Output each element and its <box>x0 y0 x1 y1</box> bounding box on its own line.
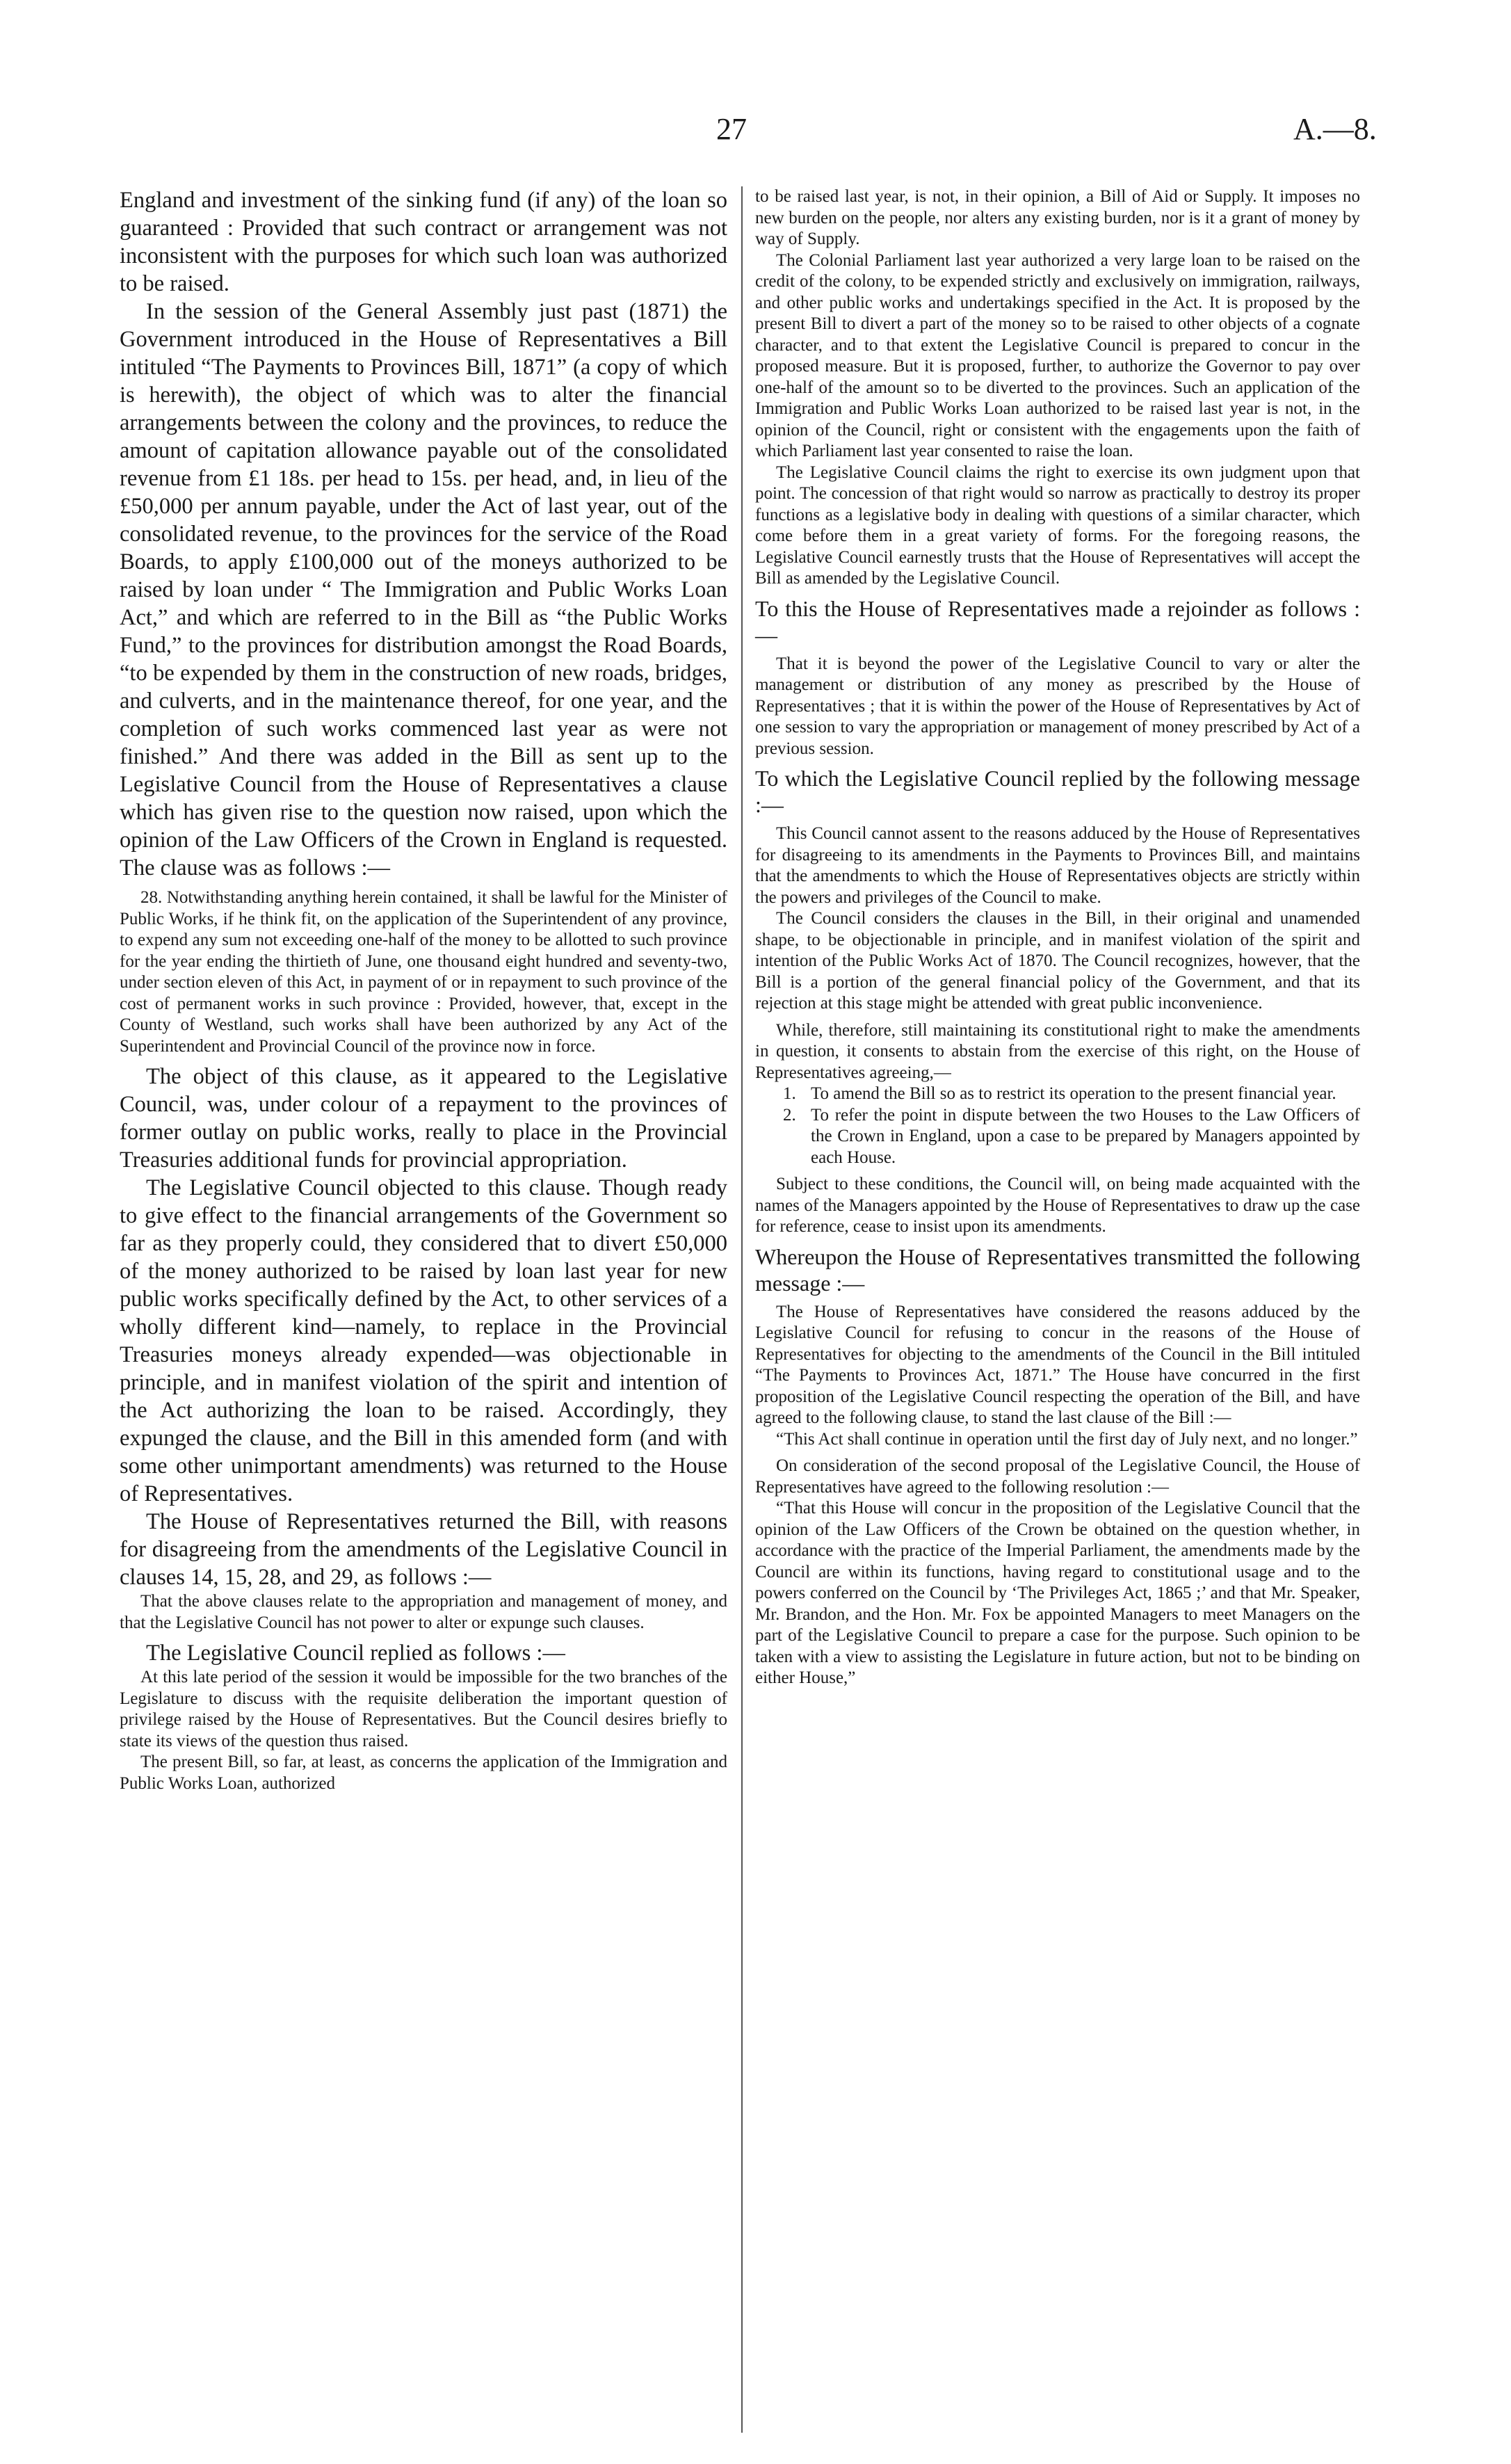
quoted-message: The present Bill, so far, at least, as concerns the application of the Immigration and Public Works Loan, authorized <box>120 1753 727 1793</box>
quoted-message: That it is beyond the power of the Legislative Council to vary or alter the management or distribution of any money as prescribed by the House of Representatives ; that it is within the power of the House of Representatives by Act of one session to vary the appropriation or management of money prescribed by Act of a previous session. <box>755 654 1360 758</box>
list-item <box>783 1084 1360 1105</box>
right-column <box>755 186 1360 1689</box>
paragraph: The object of this clause, as it appeared to the Legislative Council, was, under colour of a repayment to the provinces of former outlay on public works, really to place in the Provincial Treasuries additional funds for provincial appropriation. <box>120 1064 727 1173</box>
paragraph: England and investment of the sinking fund (if any) of the loan so guaranteed : Provided that such contract or arrangement was not inconsistent with the purposes for which such loan was authorized to be raised. <box>120 188 727 296</box>
quoted-message: That the above clauses relate to the appropriation and management of money, and that the Legislative Council has not power to alter or expunge such clauses. <box>120 1592 727 1632</box>
left-column <box>120 186 727 1794</box>
document-reference: A.—8. <box>1293 112 1377 146</box>
list-item-number: 2. <box>783 1105 796 1125</box>
paragraph: The House of Representatives returned the Bill, with reasons for disagreeing from the amendments of the Legislative Council in clauses 14, 15, 28, and 29, as follows :— <box>120 1509 727 1590</box>
list-item-text: To refer the point in dispute between the two Houses to the Law Officers of the Crown in England, upon a case to be prepared by Managers appointed by each House. <box>811 1105 1360 1167</box>
quoted-message: The House of Representatives have considered the reasons adduced by the Legislative Council for refusing to concur in the reasons of the House of Representatives for objecting to the amendments of the Council in the Bill intituled “The Payments to Provinces Act, 1871.” The House have concurred in the first proposition of the Legislative Council respecting the operation of the Bill, and have agreed to the following clause, to stand the last clause of the Bill :— <box>755 1302 1360 1427</box>
list-item-text: To amend the Bill so as to restrict its operation to the present financial year. <box>811 1084 1336 1103</box>
quoted-message: “This Act shall continue in operation until the first day of July next, and no longer.” <box>776 1429 1358 1449</box>
quoted-message: On consideration of the second proposal of the Legislative Council, the House of Representatives have agreed to the following resolution :— <box>755 1456 1360 1497</box>
quoted-message: “That this House will concur in the proposition of the Legislative Council that the opinion of the Law Officers of the Crown be obtained on the question whether, in accordance with the practice of the Imperial Parliament, the amendments made by the Council are within its functions, having regard to constitutional usage and to the powers conferred on the Council by ‘The Privileges Act, 1865 ;’ and that Mr. Speaker, Mr. Brandon, and the Hon. Mr. Fox be appointed Managers to meet Managers on the part of the Legislative Council to prepare a case for the purpose. Such opinion to be taken with a view to assisting the Legislature in future action, but not to be binding on either House,” <box>755 1499 1360 1687</box>
page-number: 27 <box>716 112 747 146</box>
paragraph: To this the House of Representatives made a rejoinder as follows :— <box>755 595 1360 647</box>
paragraph: Whereupon the House of Representatives transmitted the following message :— <box>755 1243 1360 1296</box>
paragraph: The Legislative Council objected to this clause. Though ready to give effect to the financial arrangements of the Government so far as they properly could, they considered that to divert £50,000 of the money authorized to be raised by loan last year for new public works specifically defined by the Act, to other services of a wholly different kind—namely, to replace in the Provincial Treasuries moneys already expended—was objectionable in principle, and in manifest violation of the spirit and intention of the Act authorizing the loan to be raised. Accordingly, they expunged the clause, and the Bill in this amended form (and with some other unimportant amendments) was returned to the House of Representatives. <box>120 1175 727 1506</box>
quoted-message: This Council cannot assent to the reasons adduced by the House of Representatives for disagreeing to its amendments in the Payments to Provinces Bill, and maintains that the amendments to which the House of Representatives objects are strictly within the powers and privileges of the Council to make. <box>755 824 1360 907</box>
column-divider <box>741 186 743 2433</box>
quoted-message: The Council considers the clauses in the Bill, in their original and unamended shape, to be objectionable in principle, and in manifest violation of the spirit and intention of the Public Works Act of 1870. The Council recognizes, however, that the Bill is a portion of the general financial policy of the Government, and that its rejection at this stage might be attended with great public inconvenience. <box>755 909 1360 1013</box>
paragraph: To which the Legislative Council replied by the following message :— <box>755 766 1360 817</box>
quoted-clause: 28. Notwithstanding anything herein contained, it shall be lawful for the Minister of Public Works, if he think fit, on the application of the Superintendent of any province, to expend any sum not exceeding one-half of the money to be allotted to such province for the year ending the thirtieth of June, one thousand eight hundred and seventy-two, under section eleven of this Act, in payment of or in repayment to such province of the cost of permanent works in such province : Provided, however, that, except in the County of Westland, such works shall have been authorized by any Act of the Superintendent and Provincial Council of the province now in force. <box>120 888 727 1056</box>
quoted-message: to be raised last year, is not, in their opinion, a Bill of Aid or Supply. It imposes no new burden on the people, nor alters any existing burden, nor is it a grant of money by way of Supply. <box>755 187 1360 248</box>
quoted-message: At this late period of the session it would be impossible for the two branches of the Legislature to discuss with the requisite deliberation the important question of privilege raised by the House of Representatives. But the Council desires briefly to state its views of the question thus raised. <box>120 1668 727 1750</box>
quoted-message: The Colonial Parliament last year authorized a very large loan to be raised on the credit of the colony, to be expended strictly and exclusively on immigration, railways, and other public works and undertakings specified in the Act. It is proposed by the present Bill to divert a part of the money so to be raised to other objects of a cognate character, and to that extent the Legislative Council is prepared to concur in the proposed measure. But it is proposed, further, to authorize the Governor to pay over one-half of the amount so to be diverted to the provinces. Such an application of the Immigration and Public Works Loan authorized to be raised last year is not, in the opinion of the Council, right or consistent with the engagements upon the faith of which Parliament last year consented to raise the loan. <box>755 250 1360 460</box>
quoted-message: The Legislative Council claims the right to exercise its own judgment upon that point. The concession of that right would so narrow as practically to destroy its proper functions as a legislative body in dealing with questions of a similar character, which come before them in a great variety of forms. For the foregoing reasons, the Legislative Council earnestly trusts that the House of Representatives will accept the Bill as amended by the Legislative Council. <box>755 462 1360 588</box>
paragraph: In the session of the General Assembly just past (1871) the Government introduced in the House of Representatives a Bill intituled “The Payments to Provinces Bill, 1871” (a copy of which is herewith), the object of which was to alter the financial arrangements between the colony and the provinces, to reduce the amount of capitation allowance payable out of the consolidated revenue from £1 18s. per head to 15s. per head, and, in lieu of the £50,000 per annum payable, under the Act of last year, out of the consolidated revenue, to the provinces for the service of the Road Boards, to apply £100,000 out of the moneys authorized to be raised by loan under “ The Immigration and Public Works Loan Act,” and which are referred to in the Bill as “the Public Works Fund,” to the provinces for distribution amongst the Road Boards, “to be expended by them in the construction of new roads, bridges, and culverts, and in the maintenance thereof, for one year, and the completion of such works commenced last year as were not finished.” And there was added in the Bill as sent up to the Legislative Council from the House of Representatives a clause which has given rise to the question now raised, upon which the opinion of the Law Officers of the Crown in England is requested. The clause was as follows :— <box>120 299 727 880</box>
paragraph: The Legislative Council replied as follows :— <box>146 1641 565 1666</box>
quoted-message: While, therefore, still maintaining its constitutional right to make the amendments in question, it consents to abstain from the exercise of this right, on the House of Representatives agreeing,— <box>755 1020 1360 1082</box>
list-item <box>783 1105 1360 1169</box>
quoted-message: Subject to these conditions, the Council will, on being made acquainted with the names of the Managers appointed by the House of Representatives to draw up the case for reference, cease to insist upon its amendments. <box>755 1175 1360 1236</box>
list-item-number: 1. <box>783 1084 796 1103</box>
